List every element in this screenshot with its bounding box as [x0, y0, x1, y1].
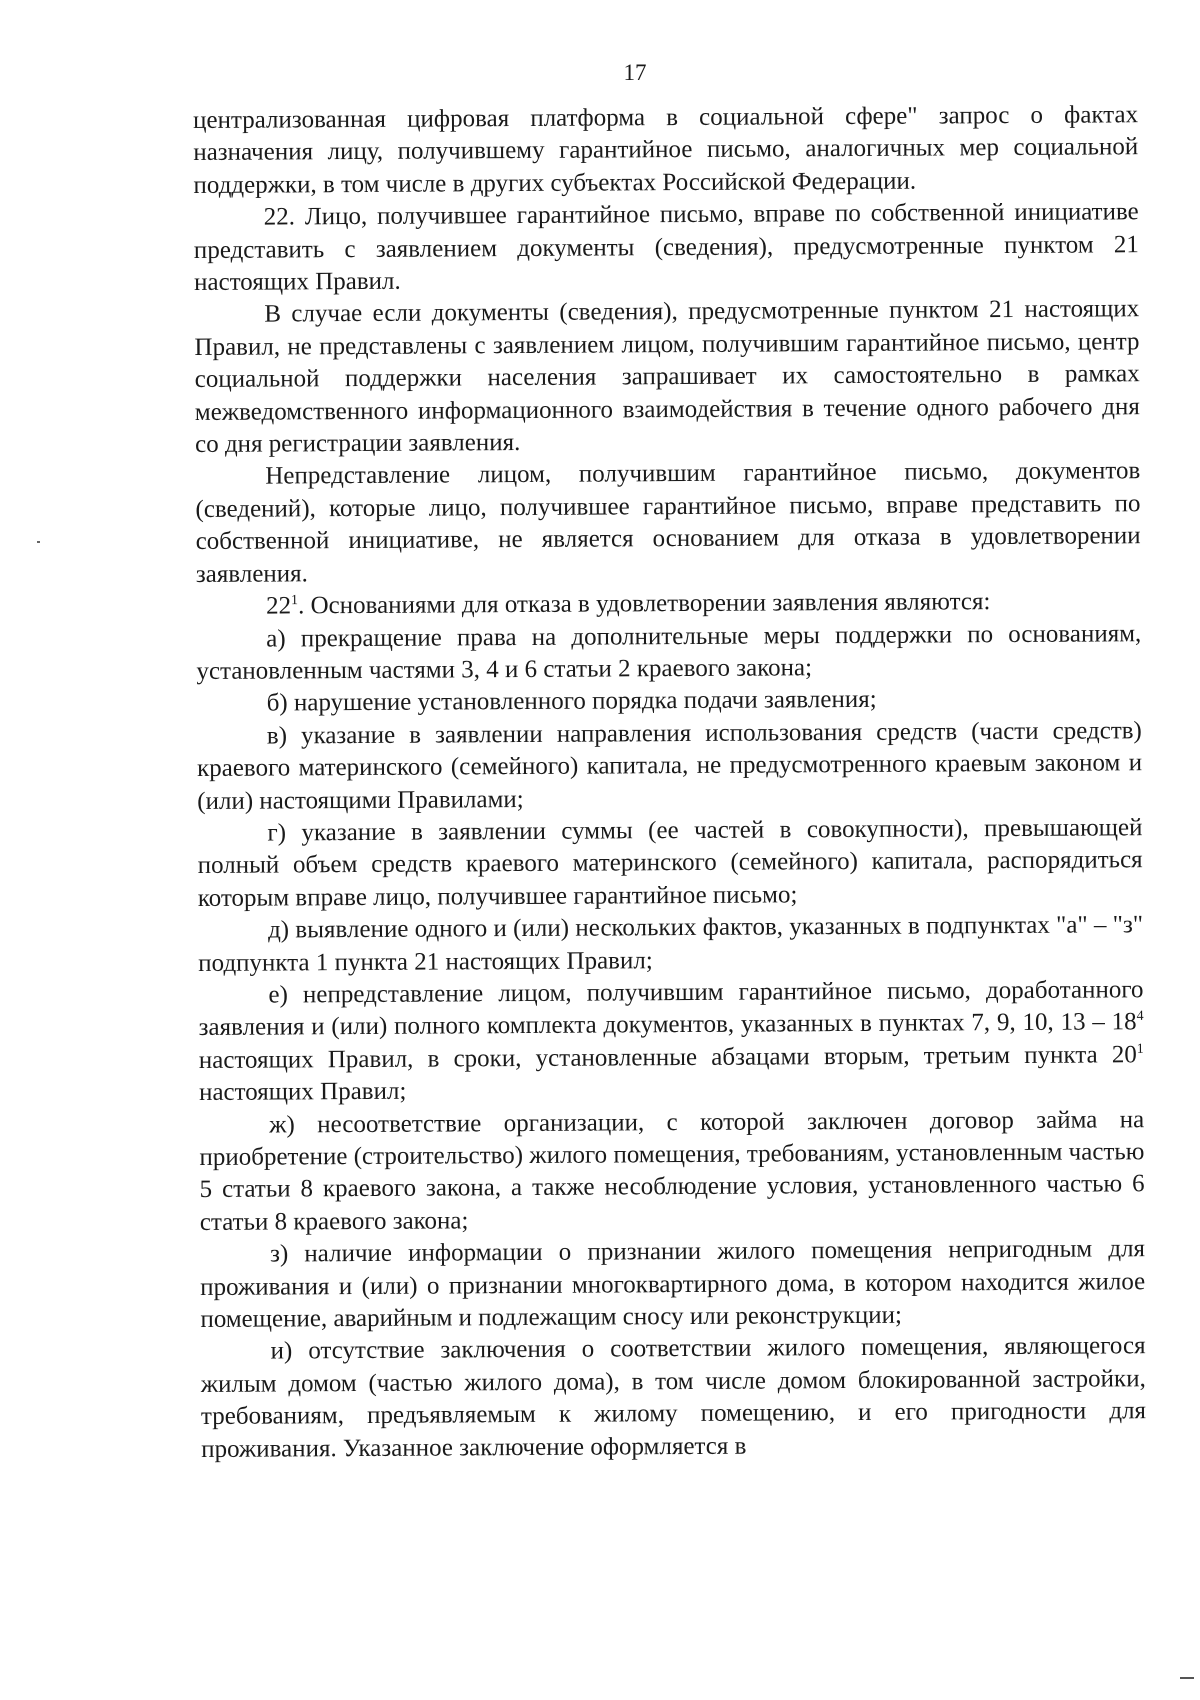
- paragraph-text: е) непредставление лицом, получившим гарантийное письмо, доработанного заявления и (или) полного комплекта документов, указанных в пунктах 7, 9, 10, 13 – 18: [198, 976, 1144, 1042]
- paragraph-text: ж) несоответствие организации, с которой заключен договор займа на приобретение (строительство) жилого помещения, требованиям, установленным частью 5 статьи 8 краевого закона, а также несоблюдение условия, установленного частью 6 статьи 8 краевого закона;: [199, 1105, 1145, 1236]
- paragraph-text: настоящих Правил, в сроки, установленные абзацами вторым, третьим пункта 20: [198, 1041, 1137, 1074]
- paragraph-text: а) прекращение права на дополнительные меры поддержки по основаниям, установленным частями 3, 4 и 6 статьи 2 краевого закона;: [196, 619, 1142, 685]
- paragraph-text: и) отсутствие заключения о соответствии жилого помещения, являющегося жилым домом (частью жилого дома), в том числе домом блокированной застройки, требованиям, предъявляемым к жилому помещению, и его пригодности для проживания. Указанное заключение оформляется в: [200, 1332, 1147, 1463]
- paragraph-p12: [200, 1233, 1146, 1336]
- paragraph-p7: [197, 715, 1143, 818]
- paragraph-p3: [195, 456, 1141, 591]
- paragraph-text: централизованная цифровая платформа в социальной сфере" запрос о фактах назначения лицу, получившему гарантийное письмо, аналогичных мер социальной поддержки, в том числе в других субъектах Российской Федерации.: [193, 101, 1139, 199]
- paragraph-p13: [201, 1331, 1147, 1466]
- paragraph-text: д) выявление одного и (или) нескольких фактов, указанных в подпунктах "а" – "з" подпункта 1 пункта 21 настоящих Правил;: [198, 911, 1144, 977]
- paragraph-text: . Основаниями для отказа в удовлетворении заявления являются:: [297, 588, 991, 620]
- paragraph-p5: [196, 618, 1141, 689]
- scan-speck: [37, 541, 40, 543]
- paragraph-p10: [198, 974, 1144, 1109]
- paragraph-p1: [194, 196, 1140, 299]
- paragraph-p11: [199, 1104, 1145, 1239]
- document-body: [193, 99, 1146, 1466]
- paragraph-text: 22. Лицо, получившее гарантийное письмо, вправе по собственной инициативе представить с заявлением документы (сведения), предусмотренные пунктом 21 настоящих Правил.: [193, 198, 1139, 297]
- paragraph-text: з) наличие информации о признании жилого помещения непригодным для проживания и (или) о признании многоквартирного дома, в котором находится жилое помещение, аварийным и подлежащим сносу или реконструкции;: [200, 1235, 1146, 1334]
- paragraph-text: в) указание в заявлении направления использования средств (части средств) краевого материнского (семейного) капитала, не предусмотренного краевым законом и (или) настоящими Правилами;: [196, 716, 1143, 815]
- paragraph-text: Непредставление лицом, получившим гарантийное письмо, документов (сведений), которые лицо, получившее гарантийное письмо, вправе представить по собственной инициативе, не является основанием для отказа в удовлетворении заявления.: [195, 457, 1141, 588]
- superscript: 4: [1136, 1009, 1144, 1025]
- paragraph-p2: [194, 294, 1140, 462]
- superscript: 1: [290, 593, 299, 609]
- page-number: 17: [623, 60, 647, 85]
- paragraph-p0: [193, 99, 1139, 202]
- paragraph-text: г) указание в заявлении суммы (ее частей в совокупности), превышающей полный объем средств краевого материнского (семейного) капитала, распорядиться которым вправе лицо, получившее гарантийное письмо;: [197, 814, 1143, 912]
- paragraph-text: 22: [265, 592, 292, 620]
- superscript: 1: [1136, 1041, 1144, 1057]
- paragraph-text: настоящих Правил;: [198, 1077, 407, 1107]
- scan-edge-mark: [1180, 1677, 1194, 1679]
- paragraph-text: В случае если документы (сведения), предусмотренные пунктом 21 настоящих Правил, не представлены с заявлением лицом, получившим гарантийное письмо, центр социальной поддержки населения запрашивает их самостоятельно в рамках межведомственного информационного взаимодействия в течение одного рабочего дня со дня регистрации заявления.: [194, 295, 1140, 459]
- paragraph-p9: [198, 909, 1143, 980]
- paragraph-text: б) нарушение установленного порядка подачи заявления;: [266, 686, 877, 717]
- paragraph-p8: [197, 812, 1143, 915]
